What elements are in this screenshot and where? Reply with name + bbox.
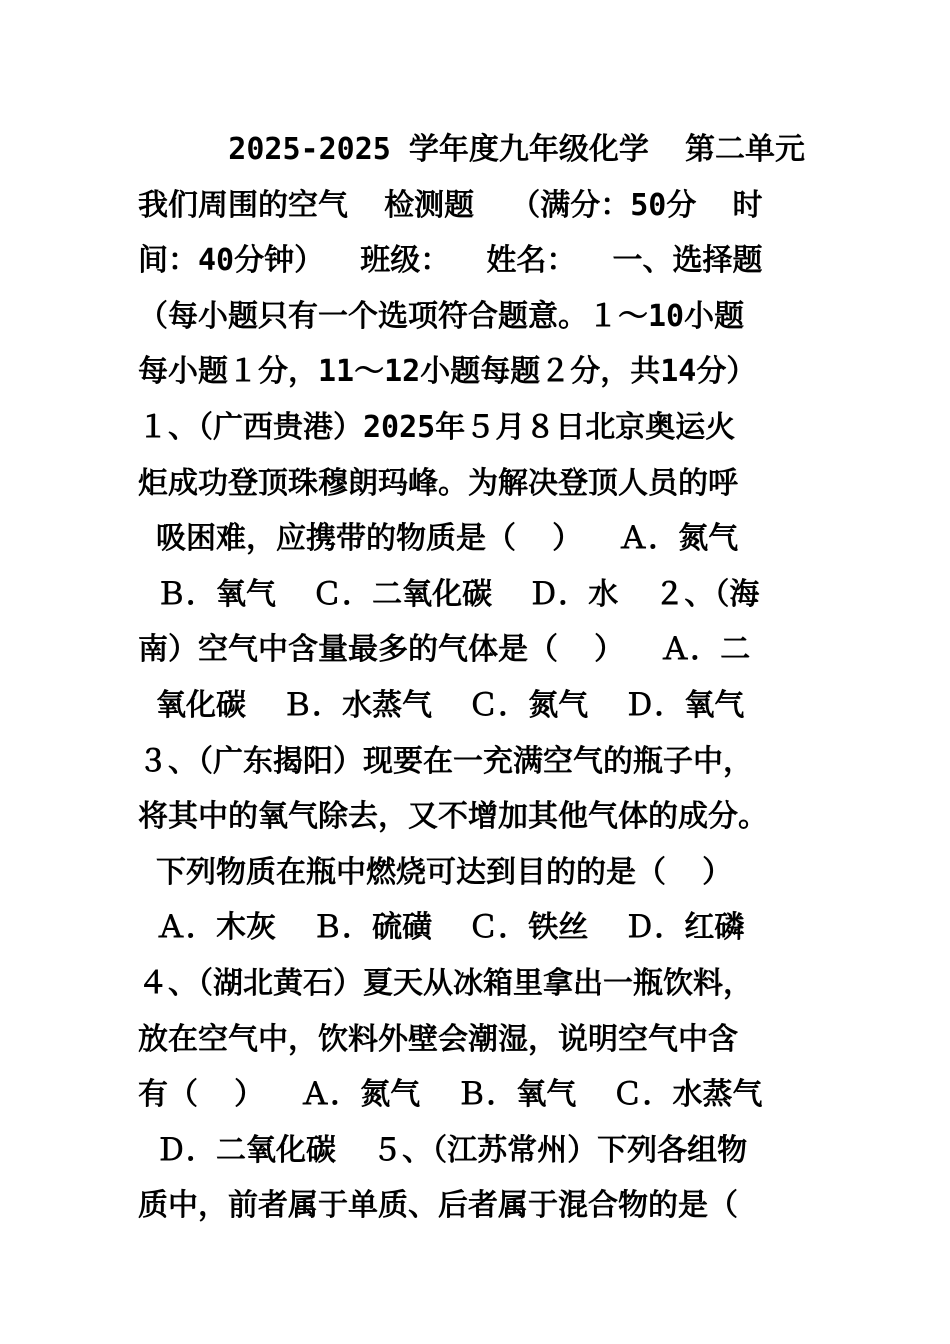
text-line-6: １、（广西贵港）2025年５月８日北京奥运火 <box>138 409 736 445</box>
text-line-19: Ｄ．二氧化碳 ５、（江苏常州）下列各组物 <box>138 1132 748 1168</box>
text-line-3: 间：40分钟） 班级： 姓名： 一、选择题 <box>138 243 763 279</box>
text-line-10: 南）空气中含量最多的气体是（ ） Ａ．二 <box>138 632 751 668</box>
text-line-16: ４、（湖北黄石）夏天从冰箱里拿出一瓶饮料， <box>138 965 753 1001</box>
text-line-20: 质中，前者属于单质、后者属于混合物的是（ <box>138 1188 738 1224</box>
text-line-17: 放在空气中，饮料外壁会潮湿，说明空气中含 <box>138 1021 738 1057</box>
text-line-14: 下列物质在瓶中燃烧可达到目的的是（ ） <box>138 854 733 890</box>
text-line-5: 每小题１分，11～12小题每题２分，共14分） <box>138 354 757 390</box>
document-body <box>138 122 838 1234</box>
text-line-9: Ｂ．氧气 Ｃ．二氧化碳 Ｄ．水 ２、（海 <box>138 576 760 612</box>
text-line-13: 将其中的氧气除去，又不增加其他气体的成分。 <box>138 799 768 835</box>
text-line-11: 氧化碳 Ｂ．水蒸气 Ｃ．氮气 Ｄ．氧气 <box>138 687 745 723</box>
text-line-18: 有（ ） Ａ．氮气 Ｂ．氧气 Ｃ．水蒸气 <box>138 1077 763 1113</box>
text-line-2: 我们周围的空气 检测题 （满分：50分 时 <box>138 187 763 223</box>
text-line-7: 炬成功登顶珠穆朗玛峰。为解决登顶人员的呼 <box>138 465 738 501</box>
text-line-1: 2025-2025 学年度九年级化学 第二单元 <box>138 132 806 167</box>
text-line-12: ３、（广东揭阳）现要在一充满空气的瓶子中， <box>138 743 753 779</box>
text-line-15: Ａ．木灰 Ｂ．硫磺 Ｃ．铁丝 Ｄ．红磷 <box>138 910 745 946</box>
text-line-4: （每小题只有一个选项符合题意。１～10小题 <box>138 298 745 334</box>
text-line-8: 吸困难，应携带的物质是（ ） Ａ．氮气 <box>138 521 739 557</box>
